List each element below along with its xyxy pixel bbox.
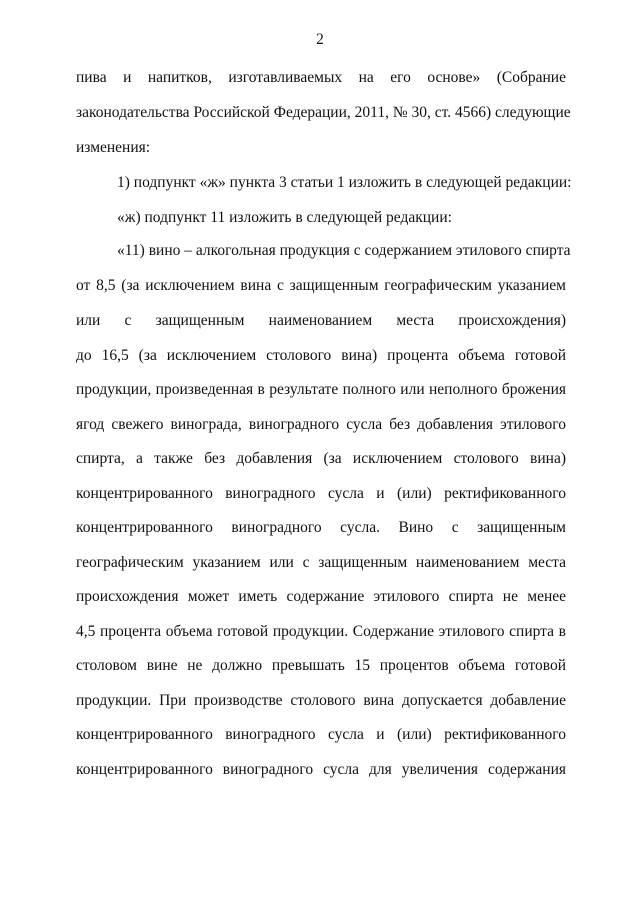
text-line: изменения: — [76, 139, 151, 156]
text-line: «ж) подпункт 11 изложить в следующей редакции: — [117, 209, 452, 226]
page-number: 2 — [316, 31, 324, 48]
text-line: 1) подпункт «ж» пункта 3 статьи 1 изложить в следующей редакции: — [117, 174, 572, 191]
text-line: законодательства Российской Федерации, 2011, № 30, ст. 4566) следующие — [76, 104, 571, 121]
text-line: от 8,5 (за исключением вина с защищенным географическим указанием — [76, 277, 566, 294]
text-line: продукции, произведенная в результате полного или неполного брожения — [76, 381, 566, 398]
text-line: концентрированного виноградного сусла и (или) ректификованного — [76, 726, 566, 743]
text-line: концентрированного виноградного сусла для увеличения содержания — [76, 761, 566, 778]
text-line: 4,5 процента объема готовой продукции. Содержание этилового спирта в — [76, 623, 566, 640]
text-line: концентрированного виноградного сусла и (или) ректификованного — [76, 485, 566, 502]
text-line: концентрированного виноградного сусла. Вино с защищенным — [76, 519, 566, 536]
text-line: до 16,5 (за исключением столового вина) процента объема готовой — [76, 347, 566, 364]
text-line: или с защищенным наименованием места происхождения) — [76, 312, 566, 329]
text-line: происхождения может иметь содержание этилового спирта не менее — [76, 588, 566, 605]
text-line: продукции. При производстве столового вина допускается добавление — [76, 692, 566, 709]
text-line: пива и напитков, изготавливаемых на его основе» (Собрание — [76, 69, 566, 86]
text-line: спирта, а также без добавления (за исключением столового вина) — [76, 450, 566, 467]
text-line: «11) вино – алкогольная продукция с содержанием этилового спирта — [117, 242, 571, 259]
text-line: географическим указанием или с защищенным наименованием места — [76, 554, 566, 571]
text-line: столовом вине не должно превышать 15 процентов объема готовой — [76, 657, 566, 674]
text-line: ягод свежего винограда, виноградного сусла без добавления этилового — [76, 416, 566, 433]
